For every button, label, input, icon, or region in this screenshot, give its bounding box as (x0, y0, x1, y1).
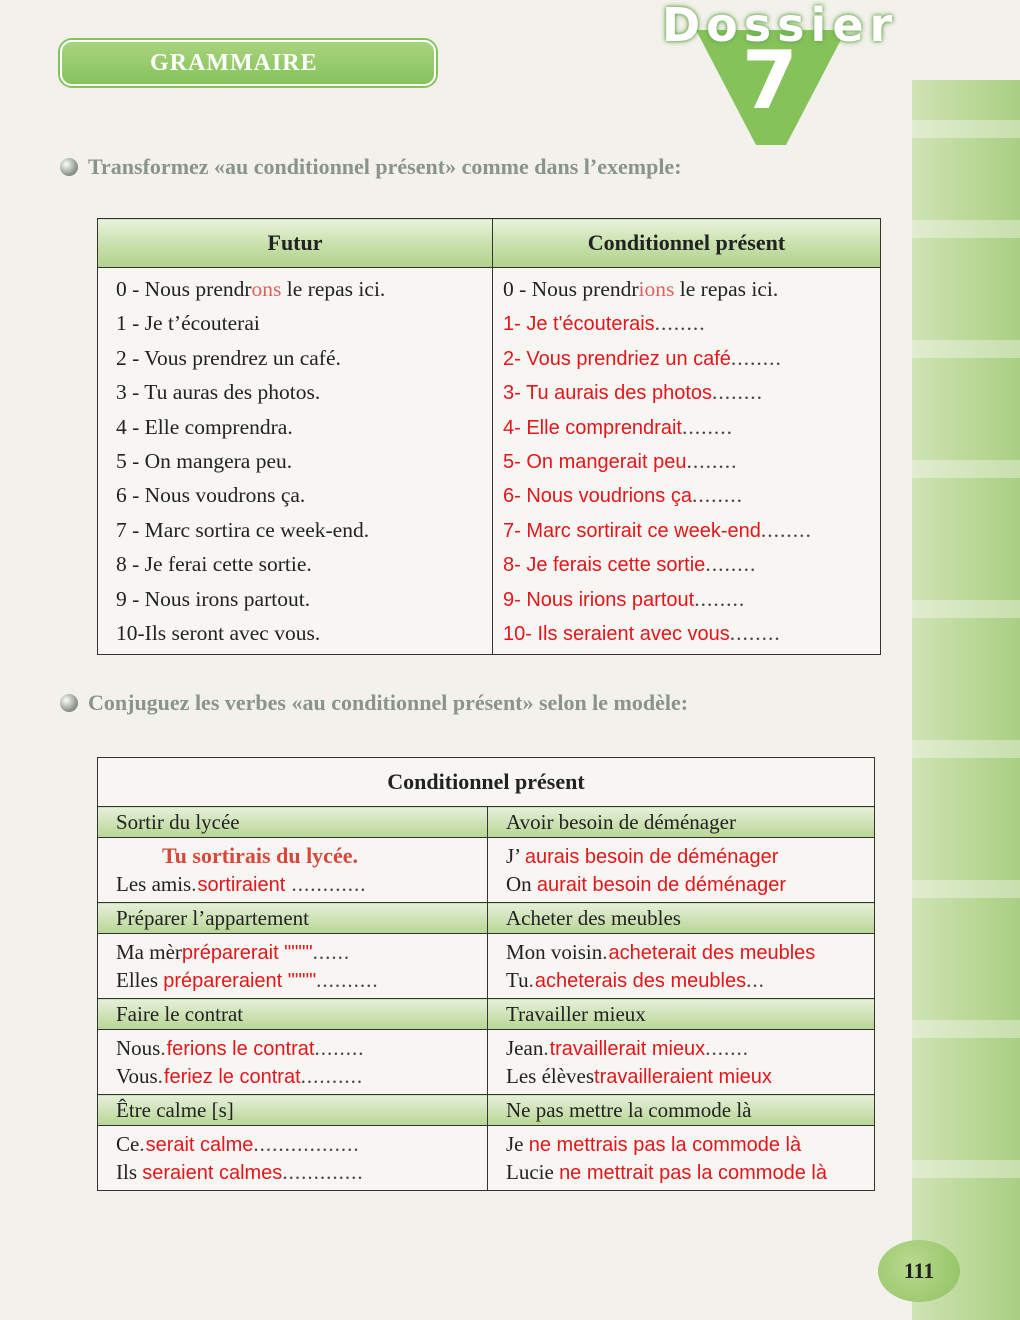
answer-text: 4- Elle comprendrait (503, 416, 682, 439)
answer-line: 3- Tu aurais des photos........ (503, 380, 764, 405)
conditionnel-column (493, 268, 881, 655)
answer-text: préparerait """" (181, 942, 313, 964)
futur-item: 3 - Tu auras des photos. (116, 380, 321, 405)
dossier-label: Dossier (662, 0, 899, 52)
answer-text: prépareraient """" (163, 970, 317, 992)
answer-line: 6- Nous voudrions ça........ (503, 483, 743, 508)
answer-text: travailleraient mieux (594, 1066, 772, 1088)
ending-highlight: ons (251, 277, 282, 301)
verb-label: Ne pas mettre la commode là (488, 1095, 875, 1126)
verb-label: Avoir besoin de déménager (488, 807, 875, 838)
answer-text: seraient calmes (142, 1162, 283, 1184)
verb-label: Acheter des meubles (488, 903, 875, 934)
verb-label: Préparer l’appartement (98, 903, 488, 934)
answer-text: ne mettrais pas la commode là (528, 1134, 802, 1156)
verb-label: Être calme [s] (98, 1095, 488, 1126)
bullet-icon (60, 694, 78, 712)
answer-cell: Tu sortirais du lycée. Les amis.sortiraient ............ (98, 838, 488, 903)
answer-line: 10- Ils seraient avec vous........ (503, 620, 781, 645)
exercise2-instruction (60, 690, 688, 716)
answer-cell: Mon voisin.acheterait des meubles Tu.acheterais des meubles... (488, 934, 875, 999)
futur-item: 4 - Elle comprendra. (116, 414, 293, 439)
column-header-conditionnel: Conditionnel présent (493, 219, 881, 268)
futur-column (98, 268, 493, 655)
futur-item: 6 - Nous voudrons ça. (116, 483, 306, 508)
futur-example: 0 - Nous prendrons le repas ici. (116, 277, 386, 301)
futur-item: 9 - Nous irons partout. (116, 586, 311, 611)
exercise2-instruction-text: Conjuguez les verbes «au conditionnel présent» selon le modèle: (88, 690, 689, 715)
side-decoration-strip (912, 80, 1020, 1320)
dossier-number: 7 (742, 34, 798, 127)
answer-cell: Je ne mettrais pas la commode là Lucie ne mettrait pas la commode là (488, 1126, 875, 1191)
answer-line: 1- Je t'écouterais........ (503, 311, 706, 336)
answer-text: ferions le contrat (166, 1038, 315, 1060)
exercise1-instruction (60, 154, 682, 180)
futur-item: 7 - Marc sortira ce week-end. (116, 517, 370, 542)
verb-label: Travailler mieux (488, 999, 875, 1030)
exercise2-header: Conditionnel présent (98, 758, 875, 807)
answer-text: 10- Ils seraient avec vous (503, 622, 730, 645)
bullet-icon (60, 158, 78, 176)
answer-text: acheterait des meubles (608, 942, 816, 964)
answer-line: 2- Vous prendriez un café........ (503, 345, 782, 370)
answer-text: aurais besoin de déménager (524, 846, 779, 868)
answer-text: 5- On mangerait peu (503, 450, 687, 473)
answer-text: ne mettrait pas la commode là (559, 1162, 827, 1184)
answer-text: sortiraient (197, 874, 286, 896)
answer-text: aurait besoin de déménager (536, 874, 786, 896)
futur-item: 10-Ils seront avec vous. (116, 620, 321, 645)
answer-text: 2- Vous prendriez un café (503, 347, 731, 370)
answer-text: 3- Tu aurais des photos (503, 382, 713, 405)
answer-text: 1- Je t'écouterais (503, 313, 655, 336)
answer-text: serait calme (145, 1134, 254, 1156)
answer-text: 6- Nous voudrions ça (503, 485, 692, 508)
conditionnel-example: 0 - Nous prendrions le repas ici. (503, 277, 779, 301)
answer-line: 4- Elle comprendrait........ (503, 414, 733, 439)
column-header-futur: Futur (98, 219, 493, 268)
verb-label: Faire le contrat (98, 999, 488, 1030)
section-title: GRAMMAIRE (150, 50, 318, 76)
page-number: 111 (878, 1240, 960, 1302)
answer-text: acheterais des meubles (534, 970, 747, 992)
answer-text: travaillerait mieux (549, 1038, 706, 1060)
section-banner (60, 40, 436, 86)
ending-highlight: ions (638, 277, 675, 301)
verb-label: Sortir du lycée (98, 807, 488, 838)
exercise1-table (97, 218, 881, 655)
answer-cell: Ma mèrpréparerait """"...... Elles prépareraient """".......... (98, 934, 488, 999)
answer-text: 9- Nous irions partout (503, 588, 695, 611)
exercise1-instruction-text: Transformez «au conditionnel présent» comme dans l’exemple: (88, 154, 682, 179)
futur-item: 5 - On mangera peu. (116, 448, 293, 473)
futur-item: 1 - Je t’écouterai (116, 311, 260, 336)
answer-line: 8- Je ferais cette sortie........ (503, 552, 757, 577)
futur-item: 2 - Vous prendrez un café. (116, 345, 341, 370)
exercise2-table (97, 757, 875, 1191)
answer-cell: J’ aurais besoin de déménager On aurait besoin de déménager (488, 838, 875, 903)
answer-text: 8- Je ferais cette sortie (503, 554, 706, 577)
answer-line: 9- Nous irions partout........ (503, 586, 746, 611)
answer-cell: Nous.ferions le contrat........ Vous.feriez le contrat.......... (98, 1030, 488, 1095)
answer-line: 7- Marc sortirait ce week-end........ (503, 517, 812, 542)
answer-cell: Jean.travaillerait mieux....... Les élèvestravailleraient mieux (488, 1030, 875, 1095)
answer-text: feriez le contrat (163, 1066, 301, 1088)
answer-line: 5- On mangerait peu........ (503, 448, 738, 473)
futur-item: 8 - Je ferai cette sortie. (116, 552, 312, 577)
answer-cell: Ce.serait calme................. Ils seraient calmes............. (98, 1126, 488, 1191)
example-sentence: Tu sortirais du lycée. (162, 843, 358, 868)
answer-text: 7- Marc sortirait ce week-end (503, 519, 761, 542)
